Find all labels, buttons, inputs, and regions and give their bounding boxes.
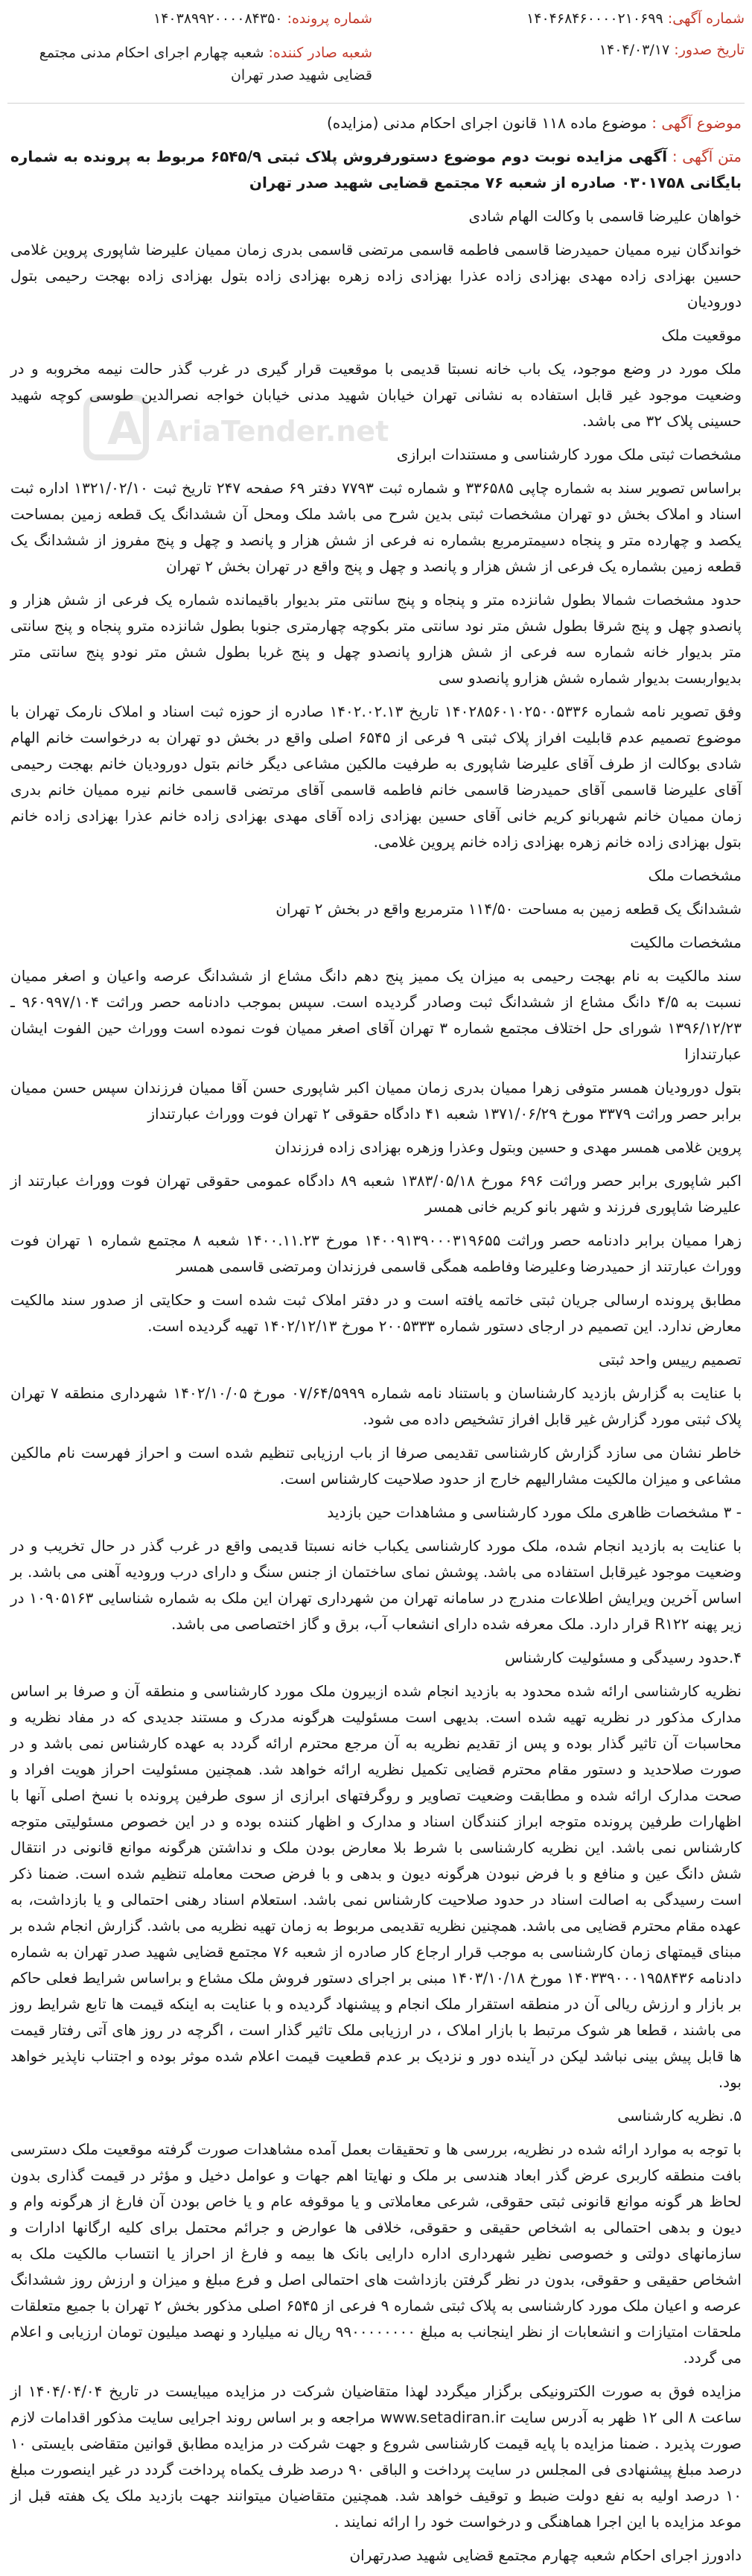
heading-scope: ۴.حدود رسیدگی و مسئولیت کارشناس <box>504 1649 742 1666</box>
para-physical: با عنایت به بازدید انجام شده، ملک مورد کارشناسی یکباب خانه نسبتا قدیمی واقع در غرب گذر در حال تخریب و در وضعیت موجود غیرقابل استفاده می باشد. پوشش نمای ساختمان از جنس سنگ و دارای درب ورودیه آهنی می باشد. بر اساس آخرین ویرایش اطلاعات مندرج در سامانه تهران من شهرداری تهران این ملک به شماره شناسایی ۱۰۹۰۵۱۶۳ در زیر پهنه R۱۲۲ قرار دارد. ملک معرفه شده دارای انشعاب آب، برق و گاز اختصاصی می باشد. <box>10 1537 742 1633</box>
notice-header <box>7 6 745 104</box>
para-ownership-1: سند مالکیت به نام بهجت رحیمی به میزان یک ممیز پنج دهم دانگ مشاع از ششدانگ عرصه واعیان و اصغر ممیان نسبت به ۴/۵ دانگ مشاع از ششدانگ ثبت وصادر گردیده است. سپس بموجب دادنامه حصر وراثت ۹۶۰۹۹۷/۱۰۴ ـ ۱۳۹۶/۱۲/۲۳ شورای حل اختلاف مجتمع شماره ۳ تهران آقای اصغر ممیان فوت نموده است ووراث حین الفوت ایشان عبارتندازا <box>10 967 742 1063</box>
para-ownership-2: بتول دورودیان همسر متوفی زهرا ممیان بدری زمان ممیان اکبر شاپوری حسن آقا ممیان فرزندان سپس حسن ممیان برابر حصر وراثت ۳۳۷۹ مورخ ۱۳۷۱/۰۶/۲۹ شعبه ۴۱ دادگاه حقوقی ۲ تهران فوت ووراث عبارتنداز <box>10 1079 742 1123</box>
para-opinion: با توجه به موارد ارائه شده در نظریه، بررسی ها و تحقیقات بعمل آمده مشاهدات صورت گرفته موقعیت ملک دسترسی بافت منطقه کاربری عرض گذر ابعاد هندسی بر ملک و نهایتا اهم جهات و عوامل دخیل و مؤثر در قیمت گذاری بدون لحاظ هر گونه موانع قانونی ثبتی حقوقی، شرعی معاملاتی و یا موقوفه عام و یا خاص بودن آن فارغ از هرگونه وام و دیون و بدهی احتمالی به اشخاص حقیقی و حقوقی، خلافی ها عوارض و جرائم محتمل برای کلیه ارگانها ادارات و سازمانهای دولتی و خصوصی نظیر شهرداری اداره دارایی بانک ها بیمه و فارغ از احراز یا انتساب مالکیت ملک به اشخاص حقیقی و حقوقی، بدون در نظر گرفتن بازداشت های احتمالی اصل و فرع مبلغ و میزان و ارزش روز ششدانگ عرصه و اعیان ملک مورد کارشناسی به پلاک ثبتی شماره ۹ فرعی از ۶۵۴۵ اصلی مذکور بخش ۲ تهران با جمیع متعلقات ملحقات امتیازات و انشعابات از نظر اینجانب به مبلغ ۹۹۰۰۰۰۰۰۰۰ ریال نه میلیارد و نهصد میلیون تومان ارزیابی و اعلام می گردد. <box>10 2140 742 2367</box>
para-property: ششدانگ یک قطعه زمین به مساحت ۱۱۴/۵۰ مترمربع واقع در بخش ۲ تهران <box>275 900 742 918</box>
heading-property: مشخصات ملک <box>648 866 742 884</box>
para-assessment-2: خاطر نشان می سازد گزارش کارشناسی تقدیمی صرفا از باب ارزیابی تنظیم شده است و احراز فهرست نام مالکین مشاعی و میزان مالکیت مشارالیهم خارج از حدود صلاحیت کارشناس است. <box>10 1444 742 1488</box>
heading-opinion: ۵. نظریه کارشناسی <box>617 2107 742 2125</box>
para-scope: نظریه کارشناسی ارائه شده محدود به بازدید انجام شده ازبیرون ملک مورد کارشناسی و منطقه آن و صرفا بر اساس مدارک مذکور در نظریه تهیه شده است. بدیهی است مسئولیت هرگونه مدرک و مستند جدیدی که در مفاد نظریه و محاسبات آن تاثیر گذار بوده و پس از تقدیم نظریه به آن مرجع محترم ارائه گردد به عهده کارشناس نمی باشد و در صورت صلاحدید و دستور مقام محترم قضایی تکمیل نظریه ارائه خواهد شد. همچنین مسئولیت احراز هویت افراد و صحت مدارک ارائه شده و مطابقت وضعیت تصاویر و روگرفتهای ابرازی از سوی طرفین پرونده با نسخ اصلی آنها با اظهارات طرفین پرونده متوجه ابراز کنندگان اسناد و مدارک و اظهار کننده بوده و در این خصوص مسئولیتی متوجه کارشناس نمی باشد. این نظریه کارشناسی با شرط بلا معارض بودن ملک و نداشتن هرگونه موانع قانونی در انتقال شش دانگ عین و منافع و با فرض نبودن هرگونه دیون و بدهی و با فرض صحت معامله تنظیم شده است. ضمنا ذکر است رسیدگی به اصالت اسناد در حدود صلاحیت کارشناس نمی باشد. استعلام اسناد رهنی احتمالی و یا بازداشت، به عهده مقام محترم قضایی می باشد. همچنین نظریه تقدیمی مربوط به زمان تهیه نظریه می باشد. گزارش انجام شده بر مبنای قیمتهای زمان کارشناسی به موجب قرار ارجاع کار صادره از شعبه ۷۶ مجتمع قضایی شهید صدر تهران به شماره دادنامه ۱۴۰۳۳۹۰۰۰۱۹۵۸۴۳۶ مورخ ۱۴۰۳/۱۰/۱۸ مبنی بر اجرای دستور فروش ملک مشاع و براساس شرایط فعلی حاکم بر بازار و ارزش ریالی آن در منطقه استقرار ملک انجام و پیشنهاد گردیده و با عنایت به اینکه قیمت ها تابع شرایط روز می باشند ، قطعا هر شوک مرتبط با بازار املاک ، در ارزیابی ملک تاثیر گذار است ، اگرچه در روز های آتی رفتار قیمت ها قابل پیش بینی نباشد لیکن در آینده دور و نزدیک بر عدم قطعیت قیمت اعلام شده موثر بوده و اجتناب ناپذیر خواهد بود. <box>10 1682 742 2091</box>
subject-line: موضوع آگهی : موضوع ماده ۱۱۸ قانون اجرای احکام مدنی (مزایده) <box>326 114 742 132</box>
petitioners: خواهان علیرضا قاسمی با وکالت الهام شادی <box>468 207 742 225</box>
heading-physical: - ۳ مشخصات ظاهری ملک مورد کارشناسی و مشاهدات حین بازدید <box>327 1503 742 1521</box>
para-assessment-1: با عنایت به گزارش بازدید کارشناسان و باستناد نامه شماره ۰۷/۶۴/۵۹۹۹ مورخ ۱۴۰۲/۱۰/۰۵ شهرداری منطقه ۷ تهران پلاک ثبتی مورد گزارش غیر قابل افراز تشخیص داده می شود. <box>10 1384 742 1428</box>
para-ownership-4: اکبر شاپوری برابر حصر وراثت ۶۹۶ مورخ ۱۳۸۳/۰۵/۱۸ شعبه ۸۹ دادگاه عمومی حقوقی تهران فوت ووراث عبارتند از علیرضا شاپوری فرزند و شهر بانو کریم خانی همسر <box>10 1172 742 1216</box>
heading-location: موقعیت ملک <box>661 326 742 344</box>
para-ownership-5: زهرا ممیان برابر دادنامه حصر وراثت ۱۴۰۰۹۱۳۹۰۰۰۳۱۹۶۵۵ مورخ ۱۴۰۰.۱۱.۲۳ شعبه ۸ مجتمع شماره ۱ تهران فوت ووراث عبارتند از حمیدرضا وعلیرضا وفاطمه همگی قاسمی فرزندان ومرتضی قاسمی همسر <box>10 1231 742 1275</box>
para-registry-1: براساس تصویر سند به شماره چاپی ۳۳۶۵۸۵ و شماره ثبت ۷۷۹۳ دفتر ۶۹ صفحه ۲۴۷ تاریخ ثبت ۱۳۲۱/۰۲/۱۰ اداره ثبت اسناد و املاک بخش دو تهران مشخصات ثبتی بدین شرح می باشد ملک ومحل آن ششدانگ یک قطعه زمین بمساحت یکصد و چهارده متر و پنجاه دسیمترمربع بشماره نه فرعی از شش هزار و پانصد و چهل و پنج مفروز از ششدانگ یک قطعه زمین بشماره یک فرعی از شش هزار و پانصد و چهل و پنج واقع در تهران بخش ۲ تهران <box>10 479 742 575</box>
para-location: ملک مورد در وضع موجود، یک باب خانه نسبتا قدیمی با موقعیت قرار گیری در غرب گذر حالت نیمه مخروبه و در وضعیت موجود غیر قابل استفاده به نشانی تهران خیابان شهید مدنی خیابان خواجه نصرالدین طوسی کوچه شهید حسینی پلاک ۳۲ می باشد. <box>10 360 742 430</box>
svg-text:A: A <box>107 403 142 455</box>
para-ownership-3: پروین غلامی همسر مهدی و حسین وبتول وعذرا وزهره بهزادی زاده فرزندان <box>275 1138 742 1156</box>
para-registry-3: وفق تصویر نامه شماره ۱۴۰۲۸۵۶۰۱۰۲۵۰۰۵۳۳۶ تاریخ ۱۴۰۲.۰۲.۱۳ صادره از حوزه ثبت اسناد و املاک نارمک تهران با موضوع تصمیم عدم قابلیت افراز پلاک ثبتی ۹ فرعی از ۶۵۴۵ اصلی واقع در بخش دو تهران به درخواست خانم الهام شادی بوکالت از طرف آقای علیرضا شاپوری به طرفیت مالکین مشاعی دیگر خانم بتول دورودیان خانم بهجت رحیمی آقای علیرضا قاسمی آقای حمیدرضا قاسمی خانم فاطمه قاسمی آقای مرتضی قاسمی خانم نیره ممیان خانم بدری زمان ممیان خانم شهربانو کریم خانی آقای حسین بهزادی زاده آقای مهدی بهزادی زاده خانم عذرا بهزادی زاده خانم بتول بهزادی زاده خانم زهره بهزادی زاده خانم پروین غلامی. <box>10 702 742 851</box>
signature: دادورز اجرای احکام شعبه چهارم مجتمع قضایی شهید صدرتهران <box>349 2546 742 2564</box>
notice-body <box>10 110 742 2576</box>
file-number: شماره پرونده: ۱۴۰۳۸۹۹۲۰۰۰۰۸۴۳۵۰ <box>153 10 372 27</box>
notice-number: شماره آگهی: ۱۴۰۴۶۸۴۶۰۰۰۰۲۱۰۶۹۹ <box>526 10 745 27</box>
para-registry-2: حدود مشخصات شمالا بطول شانزده متر و پنجاه و پنج سانتی متر بدیوار باقیمانده شماره یک فرعی از شش هزار و پانصدو چهل و پنج شرقا بطول شش متر نود سانتی متر بکوچه چهارمتری جنوبا بطول شانزده مترو پنجاه و پنج سانتی متر بدیوار خانه شماره سه فرعی از شش هزارو پانصدو چهل و پنج غربا بطول شش متر نودو پنج سانتی متر بدیواربست بدیوار شماره شش هزارو پانصدو سی <box>10 591 742 687</box>
watermark-text: AriaTender.net <box>156 415 389 448</box>
para-auction: مزایده فوق به صورت الکترونیکی برگزار میگردد لهذا متقاضیان شرکت در مزایده میبایست در تاریخ ۱۴۰۴/۰۴/۰۴ از ساعت ۸ الی ۱۲ ظهر به آدرس سایت www.setadiran.ir مراجعه و بر اساس روند اجرایی سایت مذکور اقدامات لازم صورت پذیرد . ضمنا مزایده با پایه قیمت کارشناسی شروع و جهت شرکت در مزایده مطابق قوانین متقاضی بایستی ۱۰ درصد مبلغ پیشنهادی فی المجلس در سایت پرداخت و الباقی ۹۰ درصد ظرف یکماه پرداخت گردد در غیر اینصورت مبلغ ۱۰ درصد اولیه به نفع دولت ضبط و توقیف خواهد شد. همچنین متقاضیان میتوانند جهت بازدید ملک یک هفته قبل از موعد مزایده با این اجرا هماهنگی و درخواست خود را ارائه نمایند . <box>10 2382 742 2531</box>
notice-text: متن آگهی : آگهی مزایده نوبت دوم موضوع دستورفروش پلاک ثبتی ۶۵۴۵/۹ مربوط به پرونده به شماره بایگانی ۰۳۰۱۷۵۸ صادره از شعبه ۷۶ مجتمع قضایی شهید صدر تهران <box>10 147 742 191</box>
heading-assessment: تصمیم رییس واحد ثبتی <box>598 1351 742 1368</box>
respondents: خواندگان نیره ممیان حمیدرضا قاسمی فاطمه قاسمی مرتضی قاسمی بدری زمان ممیان علیرضا شاپوری پروین غلامی حسین بهزادی زاده مهدی بهزادی زاده عذرا بهزادی زاده زهره بهزادی زاده بتول بهزادی زاده بهجت رحیمی بتول دورودیان <box>10 241 742 311</box>
heading-ownership: مشخصات مالکیت <box>630 933 742 951</box>
para-ownership-6: مطابق پرونده ارسالی جریان ثبتی خاتمه یافته است و در دفتر املاک ثبت شده است و حکایتی از صدور سند مالکیت معارض ندارد. این تصمیم در ارجای دستور شماره ۲۰۰۵۳۳۳ مورخ ۱۴۰۲/۱۲/۱۳ تهیه گردیده است. <box>10 1291 742 1335</box>
heading-registry: مشخصات ثبتی ملک مورد کارشناسی و مستندات ابرازی <box>396 445 742 463</box>
issue-date: تاریخ صدور: ۱۴۰۴/۰۳/۱۷ <box>599 42 745 58</box>
issuing-branch: شعبه صادر کننده: شعبه چهارم اجرای احکام مدنی مجتمع قضایی شهید صدر تهران <box>39 45 372 83</box>
